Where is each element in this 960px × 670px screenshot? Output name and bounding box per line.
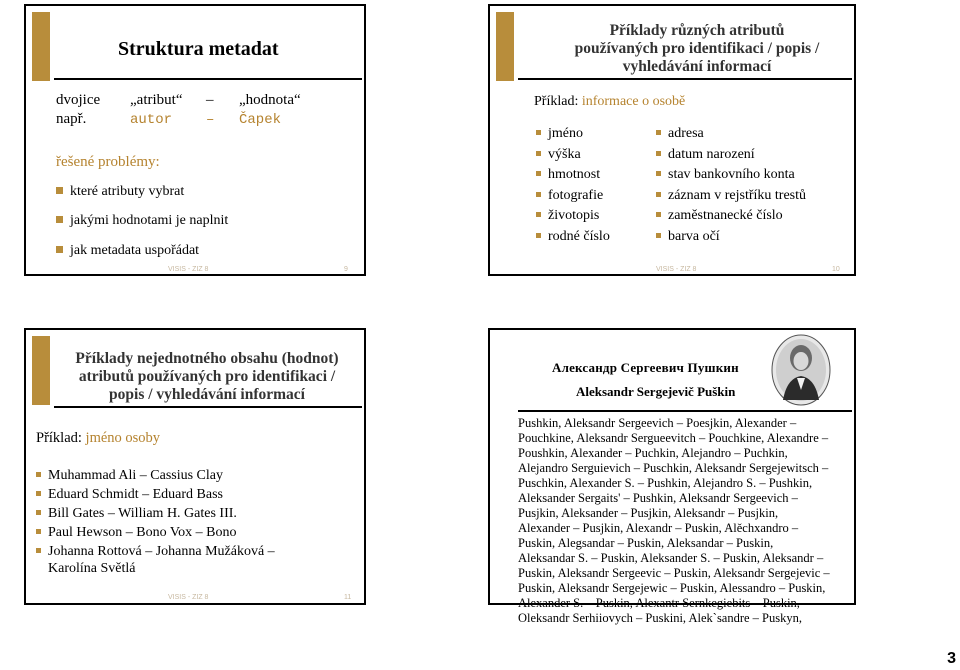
variant-line: Puskin, Aleksandr Sergeevic – Puskin, Aleksandr Sergejevic – <box>518 566 830 580</box>
variant-line: Oleksandr Serhiiovych – Puskini, Alek`sandre – Puskyn, <box>518 611 803 625</box>
slide-number: 10 <box>832 266 840 273</box>
decor-bar <box>32 12 50 81</box>
list-item: stav bankovního konta <box>656 165 806 186</box>
bullet-square-icon <box>656 212 661 217</box>
list-item: adresa <box>656 124 806 145</box>
bullet-square-icon <box>36 510 41 515</box>
slide-pushkin-name-variants <box>488 328 856 625</box>
variant-line: Aleksander Sergaits' – Pushkin, Aleksandr Sergeevich – <box>518 491 798 505</box>
list-item: Bill Gates – William H. Gates III. <box>36 504 275 523</box>
problems-heading: řešené problémy: <box>56 154 160 170</box>
bullet-square-icon <box>656 192 661 197</box>
name-variants <box>518 416 830 626</box>
example-attribute: autor <box>130 112 173 128</box>
variant-line: Puskin, Alegsandar – Puskin, Aleksandar – Puskin, <box>518 536 774 550</box>
variant-line: Poushkin, Alexander – Puchkin, Alejandro – Puchkin, <box>518 446 788 460</box>
pair-attribute: „atribut“ <box>130 92 183 108</box>
list-item: jméno <box>536 124 610 145</box>
list-item: barva očí <box>656 227 806 248</box>
variant-line: Aleksandar S. – Puskin, Aleksander S. – Puskin, Aleksandr – <box>518 551 824 565</box>
decor-bar <box>496 12 514 81</box>
pushkin-portrait-image <box>771 334 831 406</box>
variant-line: Alejandro Serguievich – Puschkin, Aleksandr Sergejewitsch – <box>518 461 829 475</box>
title-divider <box>54 406 362 408</box>
example-label: např. <box>56 111 87 127</box>
title-divider <box>518 78 852 80</box>
footer-text: VISIS - ZIZ 8 <box>168 266 209 273</box>
list-item-continuation: Karolína Světlá <box>48 561 136 576</box>
list-item: Paul Hewson – Bono Vox – Bono <box>36 523 275 542</box>
decor-bar <box>32 336 50 405</box>
slide-title: Struktura metadat <box>118 38 279 60</box>
slide-title: Příklady různých atributů používaných pro identifikaci / popis / vyhledávání informací <box>574 22 820 75</box>
variant-line: Alexander – Pusjkin, Alexandr – Puskin, Alěchxandro – <box>518 521 799 535</box>
slide-number: 9 <box>344 266 348 273</box>
footer-text: VISIS - ZIZ 8 <box>168 594 209 601</box>
bullet-square-icon <box>656 151 661 156</box>
slide-structure-metadata <box>24 4 366 276</box>
title-divider <box>518 410 852 412</box>
right-attribute-list <box>656 124 806 247</box>
footer-text: VISIS - ZIZ 8 <box>656 266 697 273</box>
bullet-square-icon <box>656 171 661 176</box>
variant-line: Pouchkine, Aleksandr Sergueevitch – Pouchkine, Alexandre – <box>518 431 829 445</box>
list-item: Johanna Rottová – Johanna Mužáková – <box>36 542 275 561</box>
bullet-square-icon <box>56 187 63 194</box>
bullet-square-icon <box>36 491 41 496</box>
bullet-square-icon <box>656 130 661 135</box>
list-item: hmotnost <box>536 165 610 186</box>
slide-attribute-examples <box>488 4 856 276</box>
variant-line: Alexander S. – Puskin, Alexantr Sernkegiebits – Puskin, <box>518 596 800 610</box>
example-dash: – <box>206 112 215 128</box>
bullet-square-icon <box>536 212 541 217</box>
bullet-item: které atributy vybrat <box>56 184 184 200</box>
name-latin: Aleksandr Sergejevič Puškin <box>576 384 736 399</box>
name-cyrillic: Александр Сергеевич Пушкин <box>552 360 739 375</box>
list-item: fotografie <box>536 186 610 207</box>
pair-dash: – <box>206 92 214 108</box>
list-item: záznam v rejstříku trestů <box>656 186 806 207</box>
list-item: datum narození <box>656 145 806 166</box>
list-item: rodné číslo <box>536 227 610 248</box>
bullet-square-icon <box>656 233 661 238</box>
bullet-square-icon <box>536 130 541 135</box>
bullet-square-icon <box>536 233 541 238</box>
pair-label: dvojice <box>56 92 101 108</box>
title-divider <box>54 78 362 80</box>
example-value: Čapek <box>239 112 282 128</box>
example-line: Příklad: jméno osoby <box>36 430 161 446</box>
bullet-square-icon <box>56 246 63 253</box>
variant-line: Puschkin, Alexander S. – Pushkin, Alejandro S. – Pushkin, <box>518 476 813 490</box>
slide-number: 11 <box>344 594 352 601</box>
list-item: Eduard Schmidt – Eduard Bass <box>36 485 275 504</box>
variant-line: Puskin, Aleksandr Sergejewic – Puskin, Alessandro – Puskin, <box>518 581 826 595</box>
slide-title: Příklady nejednotného obsahu (hodnot) atributů používaných pro identifikaci / popis / vyhledávání informací <box>75 350 339 403</box>
variant-line: Pushkin, Aleksandr Sergeevich – Poesjkin, Alexander – <box>518 416 797 430</box>
bullet-item: jakými hodnotami je naplnit <box>56 213 228 229</box>
example-line: Příklad: informace o osobě <box>534 94 686 109</box>
list-item: zaměstnanecké číslo <box>656 206 806 227</box>
bullet-square-icon <box>536 171 541 176</box>
list-item: Muhammad Ali – Cassius Clay <box>36 466 275 485</box>
bullet-item: jak metadata uspořádat <box>56 243 199 259</box>
bullet-square-icon <box>536 192 541 197</box>
name-variant-list <box>36 466 275 577</box>
bullet-square-icon <box>36 529 41 534</box>
pair-value: „hodnota“ <box>239 92 301 108</box>
bullet-square-icon <box>56 216 63 223</box>
bullet-square-icon <box>536 151 541 156</box>
list-item: životopis <box>536 206 610 227</box>
bullet-square-icon <box>36 472 41 477</box>
left-attribute-list <box>536 124 610 247</box>
bullet-square-icon <box>36 548 41 553</box>
variant-line: Pusjkin, Aleksander – Pusjkin, Aleksandr – Pusjkin, <box>518 506 779 520</box>
list-item: výška <box>536 145 610 166</box>
slide-inconsistent-values <box>24 328 366 605</box>
page-number: 3 <box>947 650 956 667</box>
